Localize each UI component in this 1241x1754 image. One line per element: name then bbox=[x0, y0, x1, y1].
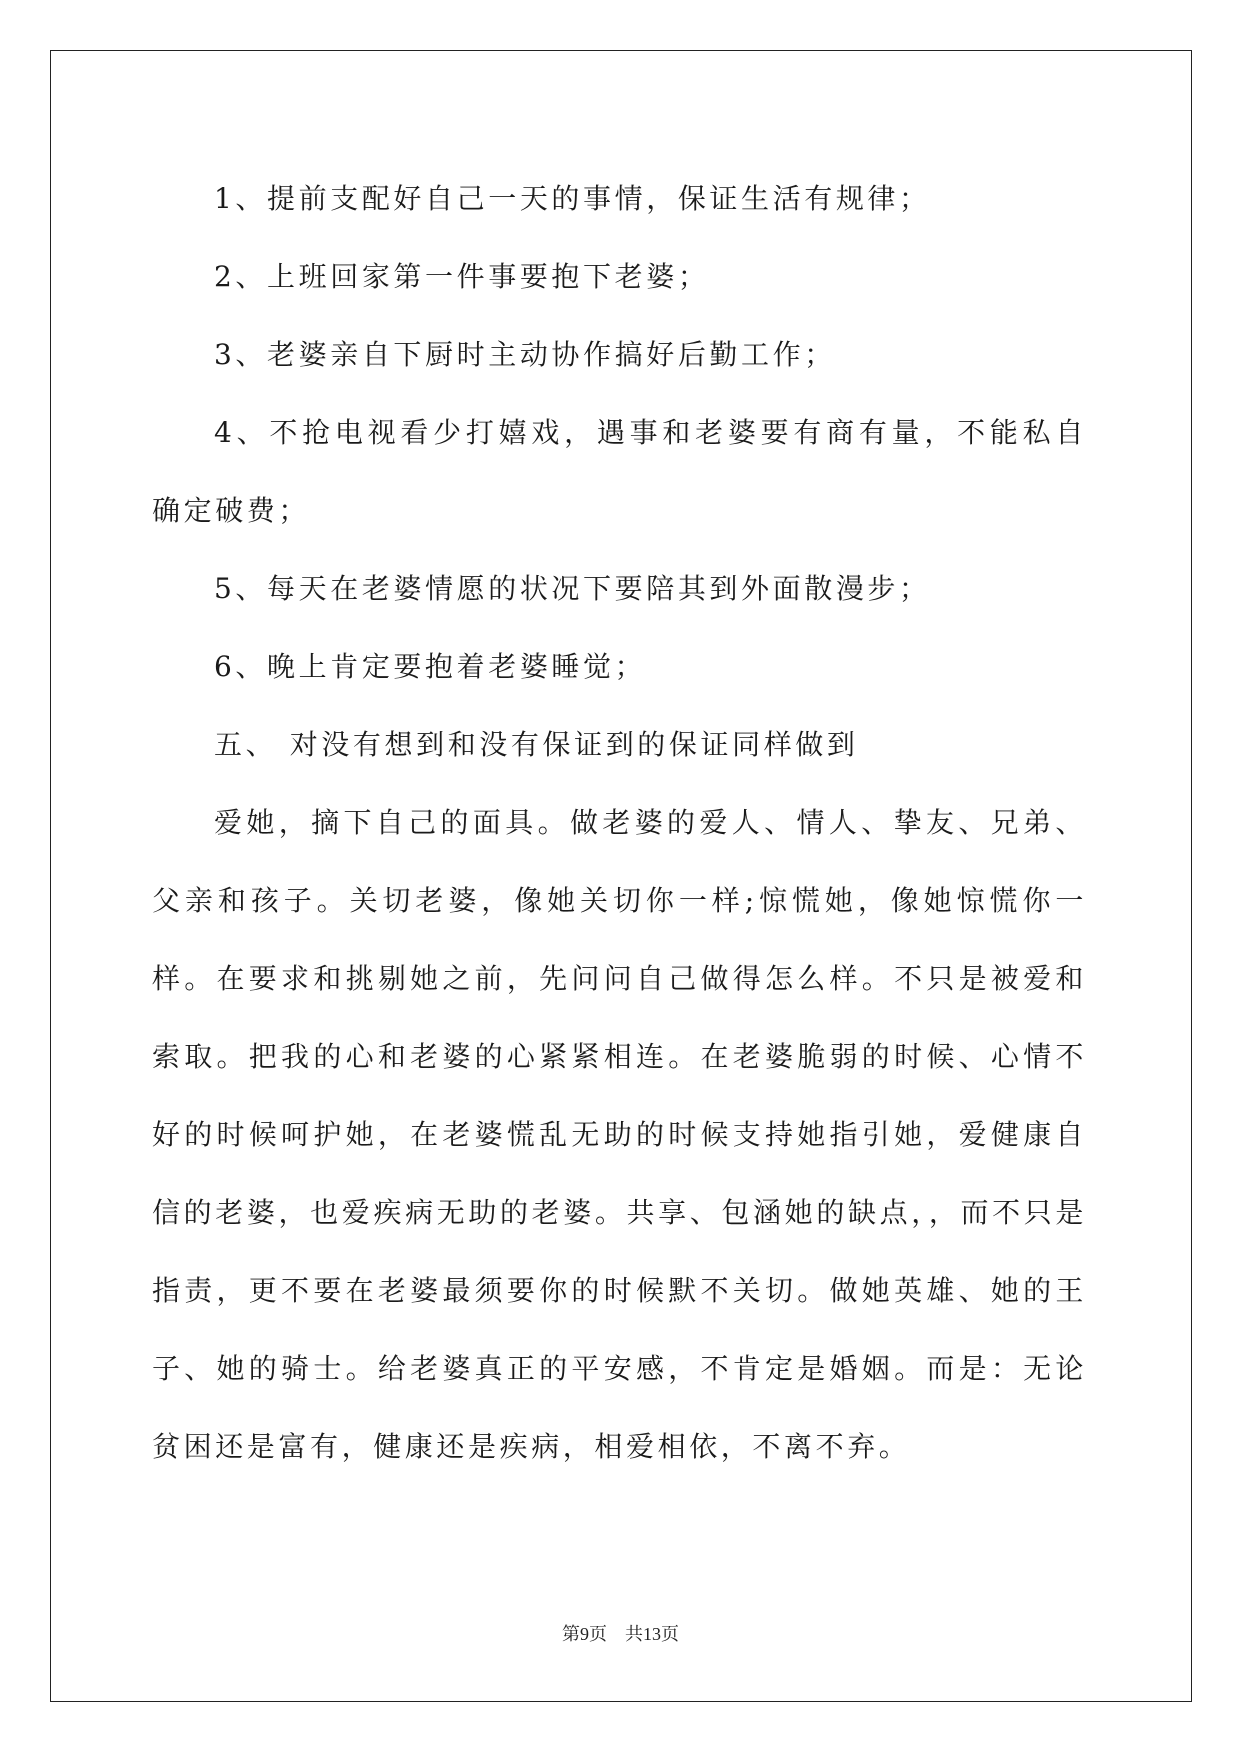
list-item-1: 1、提前支配好自己一天的事情，保证生活有规律； bbox=[214, 182, 931, 215]
page-total: 13 bbox=[643, 1624, 661, 1644]
page-unit: 页 bbox=[589, 1624, 607, 1645]
list-item-6: 6、晚上肯定要抱着老婆睡觉； bbox=[214, 650, 647, 683]
page-prefix: 第 bbox=[562, 1624, 580, 1645]
page-footer bbox=[0, 1620, 1241, 1646]
page-current: 9 bbox=[580, 1624, 589, 1644]
total-unit: 页 bbox=[661, 1624, 679, 1645]
section-heading: 五、 对没有想到和没有保证到的保证同样做到 bbox=[214, 728, 859, 761]
list-item-2: 2、上班回家第一件事要抱下老婆； bbox=[214, 260, 710, 293]
list-item-3: 3、老婆亲自下厨时主动协作搞好后勤工作； bbox=[214, 338, 836, 371]
body-paragraph: 爱她，摘下自己的面具。做老婆的爱人、情人、挚友、兄弟、父亲和孩子。关切老婆，像她关切你一样;惊慌她，像她惊慌你一样。在要求和挑剔她之前，先问问自己做得怎么样。不只是被爱和索取。把我的心和老婆的心紧紧相连。在老婆脆弱的时候、心情不好的时候呵护她，在老婆慌乱无助的时候支持她指引她，爱健康自信的老婆，也爱疾病无助的老婆。共享、包涵她的缺点，，而不只是指责，更不要在老婆最须要你的时候默不关切。做她英雄、她的王子、她的骑士。给老婆真正的平安感，不肯定是婚姻。而是：无论贫困还是富有，健康还是疾病，相爱相依，不离不弃。 bbox=[152, 806, 1087, 1463]
list-item-5: 5、每天在老婆情愿的状况下要陪其到外面散漫步； bbox=[214, 572, 931, 605]
total-prefix: 共 bbox=[625, 1624, 643, 1645]
list-item-4: 4、不抢电视看少打嬉戏，遇事和老婆要有商有量，不能私自确定破费； bbox=[152, 416, 1087, 527]
document-body bbox=[152, 160, 1087, 1486]
